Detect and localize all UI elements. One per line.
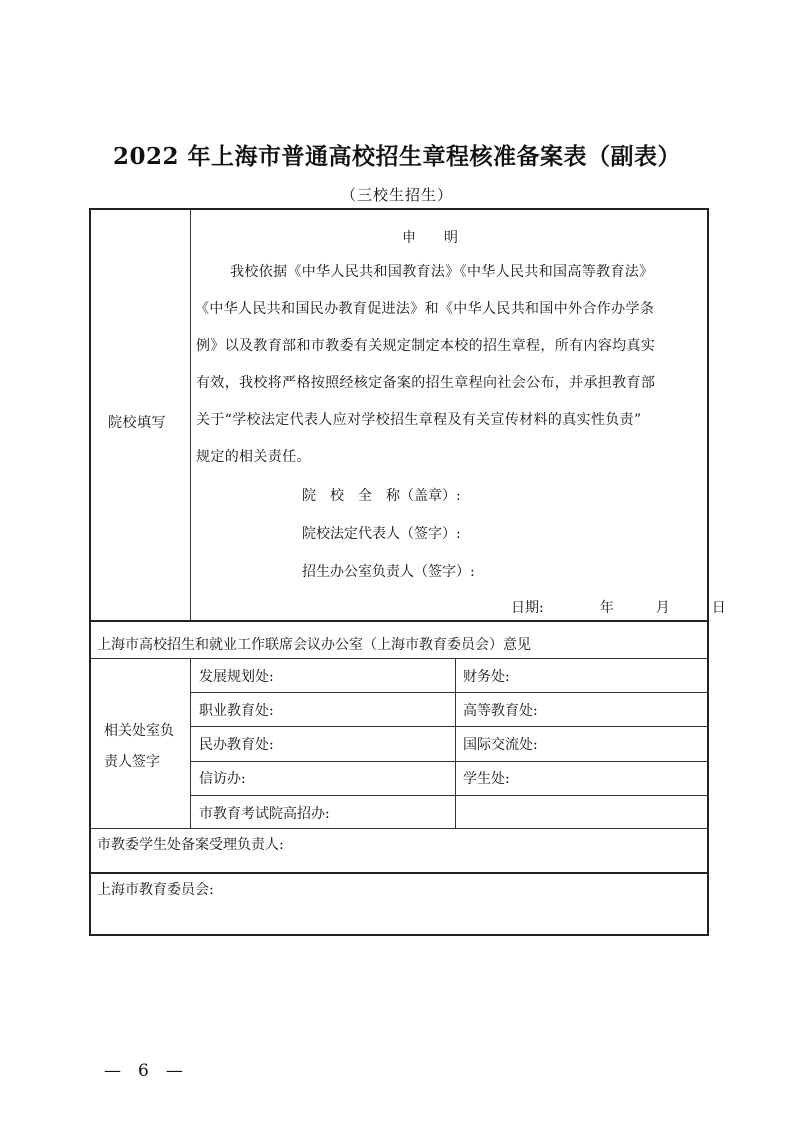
page-subtitle: （三校生招生） <box>340 186 453 204</box>
page-title: 2022 年上海市普通高校招生章程核准备案表（副表） <box>112 143 682 170</box>
declaration-line: 例》以及教育部和市教委有关规定制定本校的招生章程，所有内容均真实 <box>196 338 656 354</box>
full-name-seal-field[interactable]: 院 校 全 称（盖章）: <box>302 488 461 504</box>
page-number: — 6 — <box>104 1061 183 1081</box>
dept-signature-field[interactable]: 财务处: <box>463 669 510 685</box>
declaration-line: 有效，我校将严格按照经核定备案的招生章程向社会公布，并承担教育部 <box>196 375 656 391</box>
row-divider <box>190 692 708 693</box>
dept-signature-field[interactable]: 信访办: <box>199 771 246 787</box>
dept-signature-field[interactable]: 市教育考试院高招办: <box>199 806 330 822</box>
row-divider <box>190 795 708 796</box>
departments-label: 责人签字 <box>104 754 160 770</box>
legal-representative-signature-field[interactable]: 院校法定代表人（签字）: <box>302 526 461 542</box>
school-section-divider <box>190 209 191 620</box>
departments-column-divider <box>455 658 456 828</box>
dept-signature-field[interactable]: 职业教育处: <box>199 703 274 719</box>
departments-label-divider <box>190 658 191 828</box>
declaration-line: 我校依据《中华人民共和国教育法》《中华人民共和国高等教育法》 <box>230 264 654 280</box>
row-divider <box>90 872 708 874</box>
dept-signature-field[interactable]: 高等教育处: <box>463 703 538 719</box>
declaration-line: 关于“学校法定代表人应对学校招生章程及有关宣传材料的真实性负责” <box>196 412 642 428</box>
commission-field[interactable]: 上海市教育委员会: <box>97 882 214 898</box>
row-divider <box>90 658 708 659</box>
dept-signature-field[interactable]: 国际交流处: <box>463 737 538 753</box>
row-divider <box>90 828 708 829</box>
row-divider <box>190 761 708 762</box>
dept-signature-field[interactable]: 学生处: <box>463 771 510 787</box>
departments-label: 相关处室负 <box>104 723 174 739</box>
office-opinion-label: 上海市高校招生和就业工作联席会议办公室（上海市教育委员会）意见 <box>97 637 531 653</box>
declaration-heading: 申 明 <box>402 230 458 246</box>
row-divider <box>90 620 708 622</box>
filing-officer-field[interactable]: 市教委学生处备案受理负责人: <box>97 837 284 853</box>
row-divider <box>190 726 708 727</box>
school-section-label: 院校填写 <box>108 415 166 431</box>
dept-signature-field[interactable]: 民办教育处: <box>199 737 274 753</box>
declaration-line: 《中华人民共和国民办教育促进法》和《中华人民共和国中外合作办学条 <box>195 301 655 317</box>
date-field[interactable]: 日期: 年 月 日 <box>511 600 726 616</box>
declaration-line: 规定的相关责任。 <box>196 449 311 465</box>
dept-signature-field[interactable]: 发展规划处: <box>199 669 274 685</box>
admissions-office-head-signature-field[interactable]: 招生办公室负责人（签字）: <box>302 564 475 580</box>
